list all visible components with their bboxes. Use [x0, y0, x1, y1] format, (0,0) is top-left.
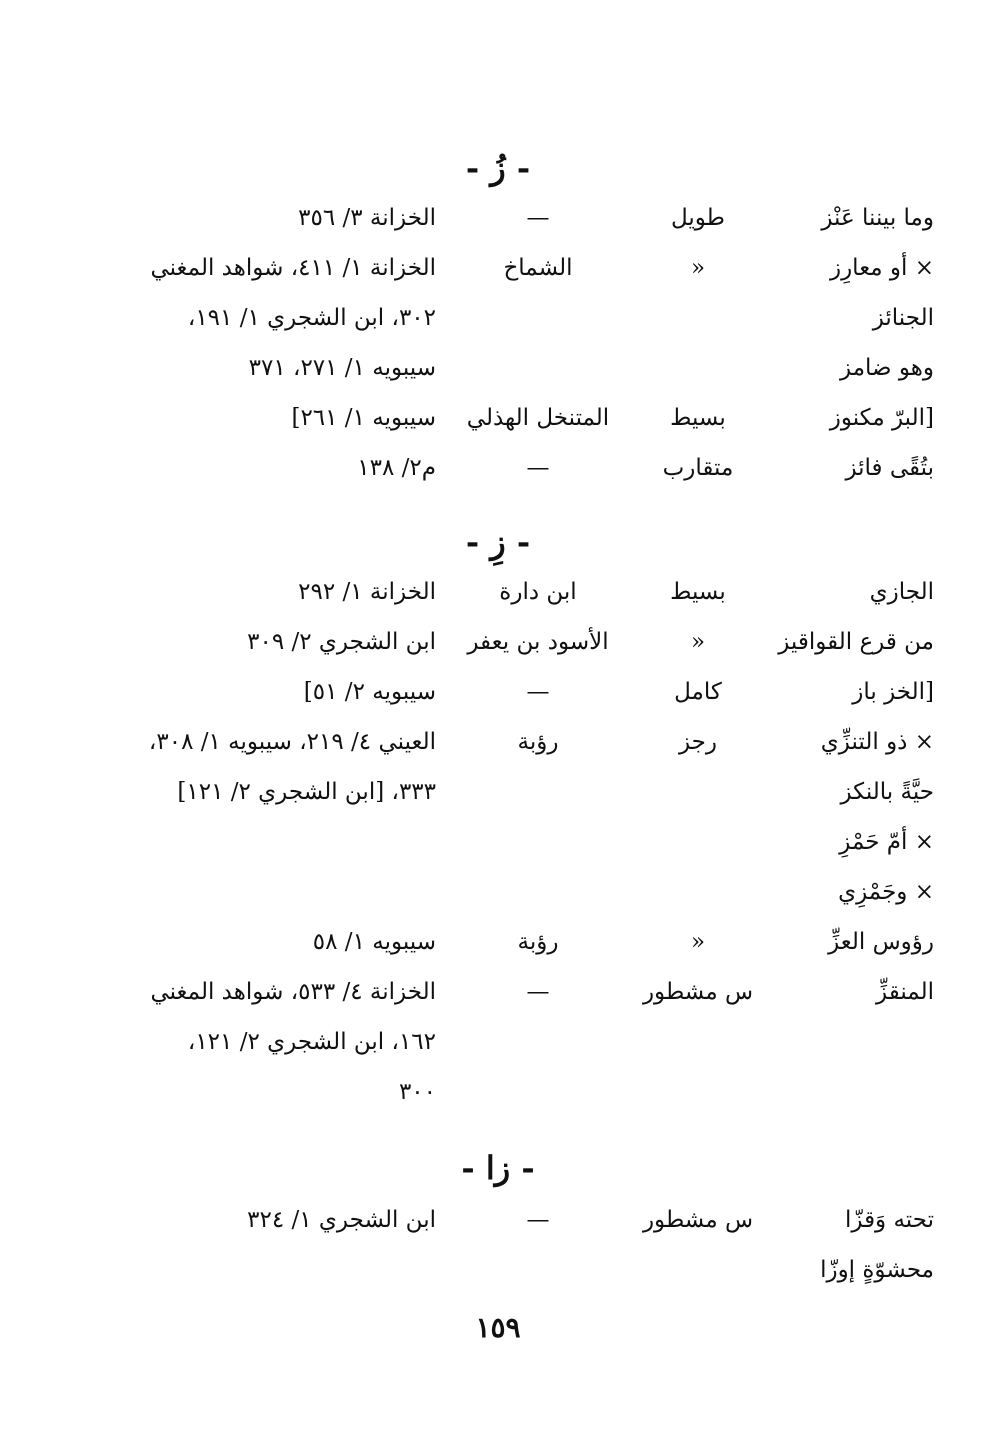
entry-row: [0, 820, 996, 870]
source-cell: ٣٠٠: [398, 1079, 436, 1105]
source-cell: ١٦٢، ابن الشجري ٢/ ١٢١،: [187, 1029, 436, 1055]
entry-row: [0, 920, 996, 970]
meter-cell: «: [690, 255, 706, 281]
page-number: ١٥٩: [475, 1311, 521, 1344]
poet-cell: ابن دارة: [499, 579, 577, 605]
source-cell: الخزانة ١/ ٢٩٢: [298, 579, 436, 605]
entry-row: [0, 196, 996, 246]
source-cell: ٣٣٣، [ابن الشجري ٢/ ١٢١]: [177, 779, 436, 805]
poet-cell: رؤبة: [517, 729, 559, 755]
source-cell: سيبويه ١/ ٢٧١، ٣٧١: [248, 355, 436, 381]
entry-row: [0, 446, 996, 496]
verse-cell: [البرّ مكنوز: [829, 405, 934, 431]
poet-cell: —: [526, 979, 550, 1005]
section-heading: - زا -: [461, 1149, 535, 1187]
section-heading: - زِ -: [465, 523, 531, 561]
meter-cell: «: [690, 929, 706, 955]
entry-row: [0, 1198, 996, 1248]
source-cell: ابن الشجري ١/ ٣٢٤: [247, 1207, 436, 1233]
verse-cell: الجنائز: [872, 305, 934, 331]
verse-cell: الجازي: [869, 579, 934, 605]
verse-cell: رؤوس العزِّ: [828, 929, 934, 955]
entry-row: [0, 870, 996, 920]
verse-cell: وهو ضامز: [840, 355, 934, 381]
entry-row: [0, 720, 996, 770]
meter-cell: كامل: [674, 679, 722, 705]
meter-cell: متقارب: [662, 455, 734, 481]
entry-row: [0, 1070, 996, 1120]
section-heading: - زُ -: [465, 149, 531, 187]
source-cell: العيني ٤/ ٢١٩، سيبويه ١/ ٣٠٨،: [148, 729, 436, 755]
entry-row: [0, 1248, 996, 1298]
poet-cell: الشماخ: [503, 255, 573, 281]
entry-row: [0, 346, 996, 396]
meter-cell: رجز: [678, 729, 717, 755]
source-cell: سيبويه ١/ ٥٨: [312, 929, 436, 955]
meter-cell: بسيط: [670, 405, 726, 431]
entry-row: [0, 770, 996, 820]
source-cell: سيبويه ٢/ ٥١]: [303, 679, 436, 705]
entry-row: [0, 296, 996, 346]
verse-cell: تحته وَقزّا: [844, 1207, 934, 1233]
entry-row: [0, 246, 996, 296]
verse-cell: [الخز باز: [852, 679, 934, 705]
poet-cell: رؤبة: [517, 929, 559, 955]
entry-row: [0, 570, 996, 620]
meter-cell: «: [690, 629, 706, 655]
meter-cell: س مشطور: [642, 979, 754, 1005]
entry-row: [0, 396, 996, 446]
verse-cell: من قرع القواقيز: [778, 629, 934, 655]
source-cell: ابن الشجري ٢/ ٣٠٩: [247, 629, 436, 655]
verse-cell: × أو معارِز: [829, 255, 934, 281]
poet-cell: —: [526, 205, 550, 231]
source-cell: الخزانة ٣/ ٣٥٦: [298, 205, 436, 231]
entry-row: [0, 970, 996, 1020]
poet-cell: الأسود بن يعفر: [467, 629, 609, 655]
verse-cell: × ذو التنزِّي: [820, 729, 934, 755]
verse-cell: وما بيننا عَنْز: [821, 205, 934, 231]
source-cell: سيبويه ١/ ٢٦١]: [291, 405, 436, 431]
meter-cell: س مشطور: [642, 1207, 754, 1233]
entry-row: [0, 670, 996, 720]
source-cell: الخزانة ٤/ ٥٣٣، شواهد المغني: [150, 979, 436, 1005]
source-cell: الخزانة ١/ ٤١١، شواهد المغني: [150, 255, 436, 281]
verse-cell: × وجَمْزِي: [838, 879, 934, 905]
poet-cell: —: [526, 455, 550, 481]
verse-cell: × أمّ حَمْزِ: [839, 829, 934, 855]
verse-cell: محشوّةٍ إوزّا: [820, 1257, 934, 1283]
meter-cell: طويل: [670, 205, 725, 231]
poet-cell: —: [526, 1207, 550, 1233]
source-cell: ٣٠٢، ابن الشجري ١/ ١٩١،: [187, 305, 436, 331]
verse-cell: بتُقًى فائز: [845, 455, 934, 481]
verse-cell: المنقزِّ: [876, 979, 934, 1005]
entry-row: [0, 620, 996, 670]
poet-cell: المتنخل الهذلي: [466, 405, 610, 431]
verse-cell: حيَّةً بالنكز: [840, 779, 934, 805]
source-cell: م٢/ ١٣٨: [357, 455, 436, 481]
entry-row: [0, 1020, 996, 1070]
meter-cell: بسيط: [670, 579, 726, 605]
poet-cell: —: [526, 679, 550, 705]
